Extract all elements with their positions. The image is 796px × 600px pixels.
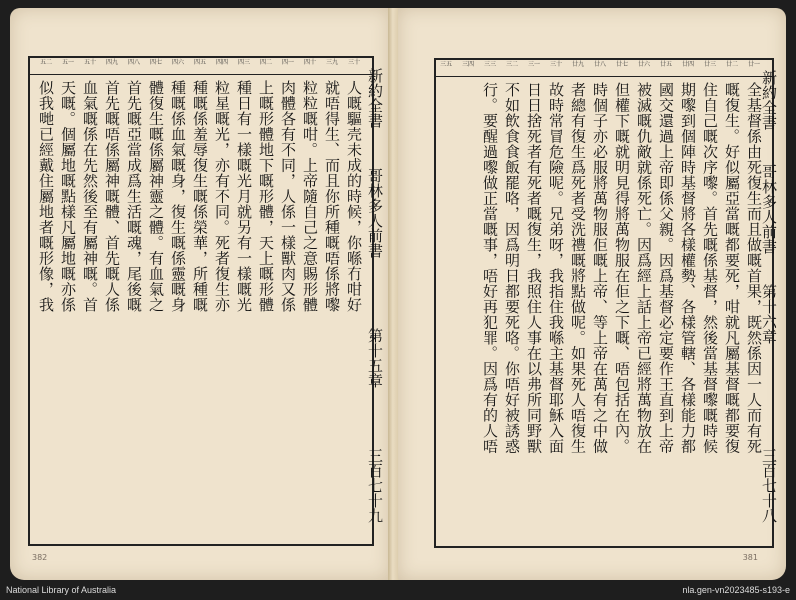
right-text-frame: [434, 58, 774, 548]
left-page-number: 三百七十九: [366, 448, 384, 523]
right-chapter-label: 第十六章: [760, 284, 778, 344]
verse-number: 五一: [61, 59, 74, 66]
text-column: 首先嘅唔係屬神嘅體、首先嘅人係: [103, 80, 121, 313]
text-column: 體復生嘅係屬神靈之體。有血氣之: [147, 80, 165, 313]
verse-number: 四一: [281, 59, 294, 66]
verse-number: 廿一: [747, 61, 760, 68]
text-column: 似我哋已經戴住屬地者嘅形像，我: [37, 80, 55, 313]
verse-number: 廿三: [703, 61, 716, 68]
left-chapter-label: 第十五章: [366, 328, 384, 388]
verse-number: 廿七: [615, 61, 628, 68]
text-column: 首先嘅亞當成爲生活嘅魂，尾後嘅: [125, 80, 143, 313]
text-column: 但權下嘅就明見得將萬物服在佢之下嘅、唔包括在內。: [613, 82, 631, 454]
left-pencil-stamp: 382: [32, 553, 48, 562]
verse-number: 五二: [39, 59, 52, 66]
archive-footer: [0, 582, 796, 600]
text-column: 上嘅形體地下嘅形體，天上嘅形體: [257, 80, 275, 313]
left-page: [10, 8, 390, 580]
text-column: 種嘅係羞辱復生嘅係榮華，所種嘅: [191, 80, 209, 313]
verse-number: 廿九: [571, 61, 584, 68]
verse-number: 廿二: [725, 61, 738, 68]
text-column: 者總有復生爲死者受洗禮嘅將點做呢。如果死人唔復生: [569, 82, 587, 454]
verse-number: 四四: [215, 59, 228, 66]
text-column: 粒粒嘅咁。上帝隨自己之意賜形體: [301, 80, 319, 313]
verse-number: 廿八: [593, 61, 606, 68]
text-column: 粒星嘅光，亦有不同。死者復生亦: [213, 80, 231, 313]
verse-number: 三十: [549, 61, 562, 68]
left-book-title: 新約全書: [366, 68, 384, 128]
verse-number: 廿五: [659, 61, 672, 68]
text-column: 國交還過上帝即係父親。因爲基督必定要作王直到上帝: [657, 82, 675, 454]
left-epistle-title: 哥林多人前書: [366, 168, 384, 258]
right-page-number: 三百七十八: [760, 448, 778, 523]
verse-number: 廿六: [637, 61, 650, 68]
verse-number: 三四: [461, 61, 474, 68]
left-verse-number-row: [30, 58, 372, 75]
verse-number: 四三: [237, 59, 250, 66]
verse-number: 四五: [193, 59, 206, 66]
verse-number: 四二: [259, 59, 272, 66]
text-column: 被滅嘅仇敵就係死亡。因爲經上話上帝已經將萬物放在: [635, 82, 653, 454]
text-column: 日日捨死者有死者嘅復生，我照住人事在以弗所同野獸: [525, 82, 543, 454]
text-column: 就唔得生、而且你所種嘅唔係將嚟: [323, 80, 341, 313]
right-verse-number-row: [436, 60, 772, 77]
verse-number: 三二: [505, 61, 518, 68]
verse-number: 四六: [171, 59, 184, 66]
verse-number: 廿四: [681, 61, 694, 68]
right-page: [398, 8, 786, 580]
text-column: 種嘅係血氣嘅身，復生嘅係靈嘅身: [169, 80, 187, 313]
verse-number: 三三: [483, 61, 496, 68]
right-pencil-stamp: 381: [742, 553, 758, 562]
verse-number: 四七: [149, 59, 162, 66]
footer-library-name: National Library of Australia: [6, 585, 117, 595]
verse-number: 三一: [527, 61, 540, 68]
text-column: 天嘅。個屬地嘅點樣凡屬地嘅亦係: [59, 80, 77, 313]
text-column: 血氣嘅係在先然後至有屬神嘅。首: [81, 80, 99, 313]
text-column: 期嚟到個陣時基督將各樣權勢、各樣管轄、各樣能力都: [679, 82, 697, 454]
verse-number: 五十: [83, 59, 96, 66]
text-column: 嘅復生。好似屬亞當嘅都要死，咁就凡屬基督嘅都要復: [723, 82, 741, 454]
text-column: 全基督係由死復生而且做嘅首果，既然係因一人而有死: [745, 82, 763, 454]
text-column: 故時常冒危險呢。兄弟呀，我指住我喺主基督耶穌入面: [547, 82, 565, 454]
verse-number: 三十: [347, 59, 360, 66]
text-column: 種日有一樣嘅光月就另有一樣嘅光: [235, 80, 253, 313]
verse-number: 四十: [303, 59, 316, 66]
left-text-frame: [28, 56, 374, 546]
verse-number: 四九: [105, 59, 118, 66]
text-column: 人嘅驅壳未成的時候，你喺冇咁好: [345, 80, 363, 313]
text-column: 不如飲食食飯罷咯，因爲明日都要死咯。你唔好被誘惑: [503, 82, 521, 454]
text-column: 行。要醒過嚟做正當嘅事，唔好再犯罪。因爲有的人唔: [481, 82, 499, 454]
text-column: 住自己嘅次序嚟。首先嘅係基督，然後當基督嚟嘅時候: [701, 82, 719, 454]
verse-number: 四八: [127, 59, 140, 66]
text-column: 肉體各有不同，人係一樣獸肉又係: [279, 80, 297, 313]
footer-record-id: nla.gen-vn2023485-s193-e: [682, 585, 790, 595]
verse-number: 三五: [439, 61, 452, 68]
right-book-title: 新約全書: [760, 70, 778, 130]
text-column: 時個子亦必服將萬物服佢嘅上帝、等上帝在萬有之中做: [591, 82, 609, 454]
verse-number: 三九: [325, 59, 338, 66]
right-epistle-title: 哥林多人前書: [760, 164, 778, 254]
